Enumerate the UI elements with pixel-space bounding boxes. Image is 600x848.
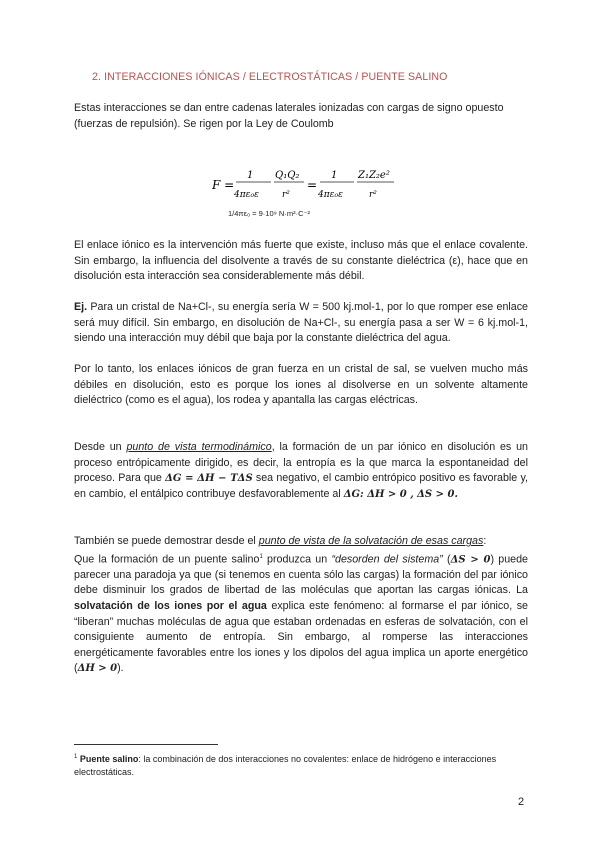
section-heading: 2. INTERACCIONES IÓNICAS / ELECTROSTÁTICAS / PUENTE SALINO — [92, 71, 448, 83]
enthalpy-condition: ΔH > 0 — [77, 663, 118, 675]
footnote-reference[interactable]: 1 — [259, 553, 263, 560]
footnote-term: Puente salino — [79, 754, 139, 764]
footnote — [74, 751, 544, 779]
solv-t3: ( — [442, 553, 451, 566]
svg-text:1: 1 — [247, 170, 254, 181]
svg-text:F =: F = — [212, 178, 235, 192]
solv-colon: : — [483, 535, 487, 547]
svg-text:r²: r² — [282, 190, 290, 200]
thermo-post: sea negativo, el cambio entrópico positivo es favorable y, en cambio, el entálpico contribuye desfavorablemente al — [74, 472, 528, 500]
example-paragraph — [74, 300, 528, 347]
thermo-mid: , la formación de un par iónico en disolución es un proceso entrópicamente dirigido, es decir, la entropía es la que marca la espontaneidad del proceso. Para que — [74, 441, 528, 485]
footnote-text: : la combinación de dos interacciones no covalentes: enlace de hidrógeno e interacciones electrostáticas. — [74, 754, 497, 777]
svg-text:4πε₀ε: 4πε₀ε — [318, 190, 343, 200]
example-text: Para un cristal de Na+Cl-, su energía sería W = 500 kj.mol-1, por lo que romper ese enlace será muy difícil. Sin embargo, en disolución de Na+Cl-, su energía pasa a ser W = 6 kj.mol-1, siendo una interacción muy débil que baja por la constante dieléctrica del agua. — [74, 301, 528, 345]
gibbs-equation: ΔG = ΔH − TΔS — [165, 473, 253, 485]
intro-paragraph: Estas interacciones se dan entre cadenas laterales ionizadas con cargas de signo opuesto (fuerzas de repulsión). Se rigen por la Ley de Coulomb — [74, 102, 504, 130]
paragraph-ionic-bond: El enlace iónico es la intervención más fuerte que existe, incluso más que el enlace covalente. Sin embargo, la influencia del disolvente a través de su constante dieléctrica (ε), hace que en disolución esta interacción sea considerablemente más débil. — [74, 239, 528, 283]
svg-text:Q₁Q₂: Q₁Q₂ — [275, 170, 300, 181]
thermo-condition: ΔG: ΔH > 0 , ΔS > 0. — [343, 488, 458, 500]
coulomb-formula — [212, 165, 402, 208]
svg-text:1: 1 — [331, 170, 338, 181]
footnote-divider — [74, 744, 218, 745]
coulomb-formula-graphic — [212, 165, 402, 205]
thermo-pre: Desde un — [74, 441, 127, 453]
coulomb-constant: 1/4πε₀ = 9·10⁹ N·m²·C⁻² — [228, 209, 310, 218]
svg-text:=: = — [307, 178, 318, 192]
entropy-condition: ΔS > 0 — [450, 554, 491, 566]
solv-quote: “desorden del sistema” — [331, 553, 443, 566]
solv-t1: Que la formación de un puente salino — [74, 553, 260, 566]
solv-t6: ). — [117, 662, 124, 675]
solv-t4: ) puede parecer una paradoja ya que (si tenemos en cuenta sólo las cargas) la formación del par iónico debe disminuir los grados de libertad de las moléculas que aportan las cargas iónicas. La — [74, 553, 528, 597]
thermo-paragraph — [74, 440, 528, 502]
paragraph-conclusion: Por lo tanto, los enlaces iónicos de gran fuerza en un cristal de sal, se vuelven mucho más débiles en disolución, esto es porque los iones al disolverse en un solvente altamente dieléctrico (como es el agua), los rodea y apantalla las cargas eléctricas. — [74, 363, 528, 407]
page-number: 2 — [518, 796, 525, 808]
svg-text:Z₁Z₂e²: Z₁Z₂e² — [358, 170, 390, 181]
svg-text:4πε₀ε: 4πε₀ε — [234, 190, 259, 200]
solvation-viewpoint: punto de vista de la solvatación de esas cargas — [258, 535, 484, 547]
svg-text:r²: r² — [369, 190, 377, 200]
solvation-bold: solvatación de los iones por el agua — [74, 599, 267, 612]
solv-pre: También se puede demostrar desde el — [74, 535, 259, 547]
footnote-number: 1 — [74, 754, 78, 760]
solv-t5: explica este fenómeno: al formarse el par iónico, se “liberan” muchas moléculas de agua que estaban ordenadas en esferas de solvatación, con el consiguiente aumento de entropía. Sin embargo, al romperse las interacciones energéticamente favorables entre los iones y los dipolos del agua implica un aporte energético ( — [74, 599, 528, 675]
solvation-paragraph — [74, 534, 528, 677]
thermo-viewpoint: punto de vista termodinámico — [126, 441, 272, 453]
solv-t2: produzca un — [262, 553, 332, 566]
example-label: Ej. — [74, 301, 88, 313]
